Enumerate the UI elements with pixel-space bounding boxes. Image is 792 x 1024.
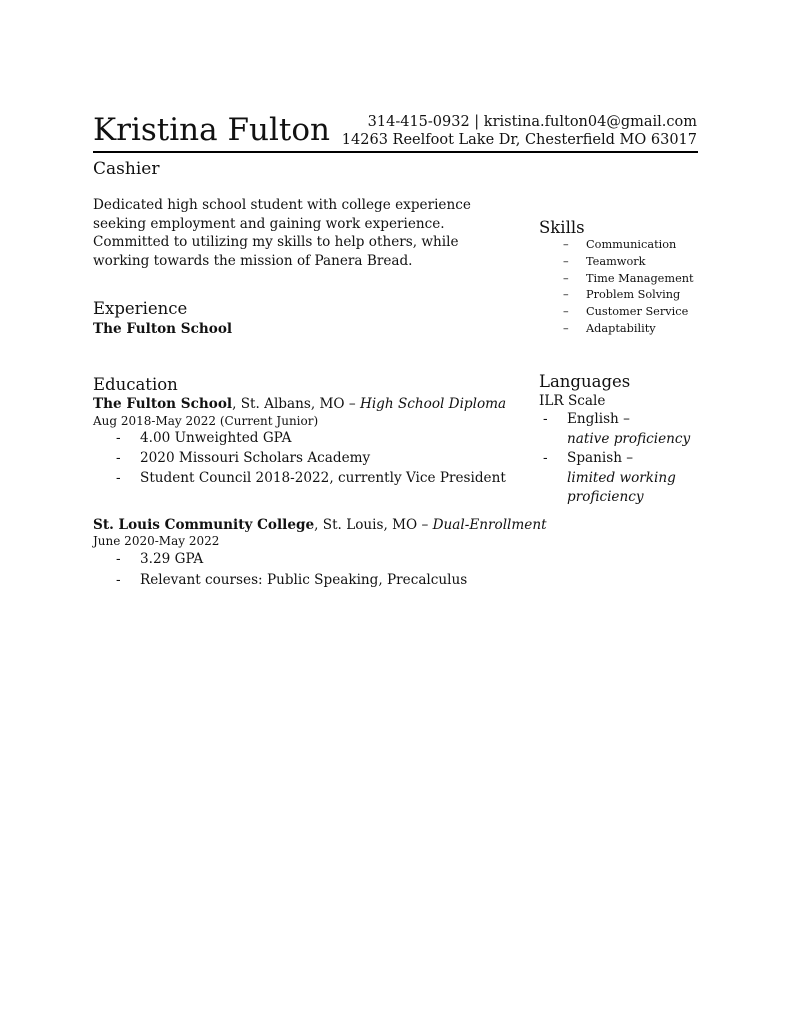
language-name: Spanish – xyxy=(567,450,634,466)
bullet-dash: – xyxy=(563,288,569,302)
education-entry-1-bullets xyxy=(116,428,526,488)
list-item: - Relevant courses: Public Speaking, Precalculus xyxy=(116,572,468,588)
school-name: St. Louis Community College xyxy=(93,517,315,533)
bullet-dash: – xyxy=(563,271,569,285)
bullet-dash: - xyxy=(116,572,121,588)
list-item: – Communication xyxy=(563,237,713,254)
summary-paragraph: Dedicated high school student with college experience seeking employment and gaining work experience. Committed to utilizing my skills to help others, while working towards the mission of Panera Bread. xyxy=(93,197,471,269)
list-item: – Customer Service xyxy=(563,304,713,321)
education-entry-2-dates: June 2020-May 2022 xyxy=(93,534,220,548)
skills-list xyxy=(563,237,713,338)
languages-heading: Languages xyxy=(539,372,631,391)
bullet-dash: - xyxy=(116,450,121,466)
language-level: limited working proficiency xyxy=(567,469,676,505)
education-entry-2-title xyxy=(93,516,547,534)
bullet-dash: - xyxy=(116,551,121,567)
job-title: Cashier xyxy=(93,159,160,179)
list-item xyxy=(543,410,703,449)
language-level: native proficiency xyxy=(567,430,691,447)
contact-phone-email: 314-415-0932 | kristina.fulton04@gmail.com xyxy=(367,114,697,130)
bullet-dash: - xyxy=(116,470,121,486)
list-item: - Student Council 2018-2022, currently Vice President xyxy=(116,470,506,486)
bullet-dash: - xyxy=(116,430,121,446)
list-item xyxy=(543,449,703,508)
list-item: - 2020 Missouri Scholars Academy xyxy=(116,450,371,466)
list-item: - 3.29 GPA xyxy=(116,548,526,570)
list-item: – Time Management xyxy=(563,271,713,288)
list-item: – Teamwork xyxy=(563,254,713,271)
education-entry-1-dates: Aug 2018-May 2022 (Current Junior) xyxy=(93,414,319,428)
skills-heading: Skills xyxy=(539,218,585,237)
education-heading: Education xyxy=(93,375,178,394)
list-item: – Adaptability xyxy=(563,321,713,338)
credential: Dual-Enrollment xyxy=(432,517,547,533)
bullet-dash: – xyxy=(563,305,569,319)
candidate-name: Kristina Fulton xyxy=(93,112,330,148)
list-item: - 4.00 Unweighted GPA xyxy=(116,430,292,446)
school-name: The Fulton School xyxy=(93,396,233,412)
credential: High School Diploma xyxy=(359,396,507,412)
school-location: , St. Albans, MO – xyxy=(232,396,360,412)
bullet-dash: - xyxy=(543,411,548,427)
experience-heading: Experience xyxy=(93,299,188,318)
bullet-dash: – xyxy=(563,238,569,251)
languages-list xyxy=(543,410,703,508)
language-name: English – xyxy=(567,411,630,427)
education-entry-2-bullets xyxy=(116,548,526,590)
languages-scale: ILR Scale xyxy=(539,393,606,409)
education-entry-1-title xyxy=(93,395,506,413)
school-location: , St. Louis, MO – xyxy=(314,517,433,533)
bullet-dash: - xyxy=(543,450,548,466)
experience-entry: The Fulton School xyxy=(93,321,233,337)
bullet-dash: – xyxy=(563,321,569,335)
header-divider xyxy=(93,151,698,153)
bullet-dash: – xyxy=(563,254,569,268)
contact-address: 14263 Reelfoot Lake Dr, Chesterfield MO 63017 xyxy=(341,132,697,148)
list-item: – Problem Solving xyxy=(563,287,713,304)
